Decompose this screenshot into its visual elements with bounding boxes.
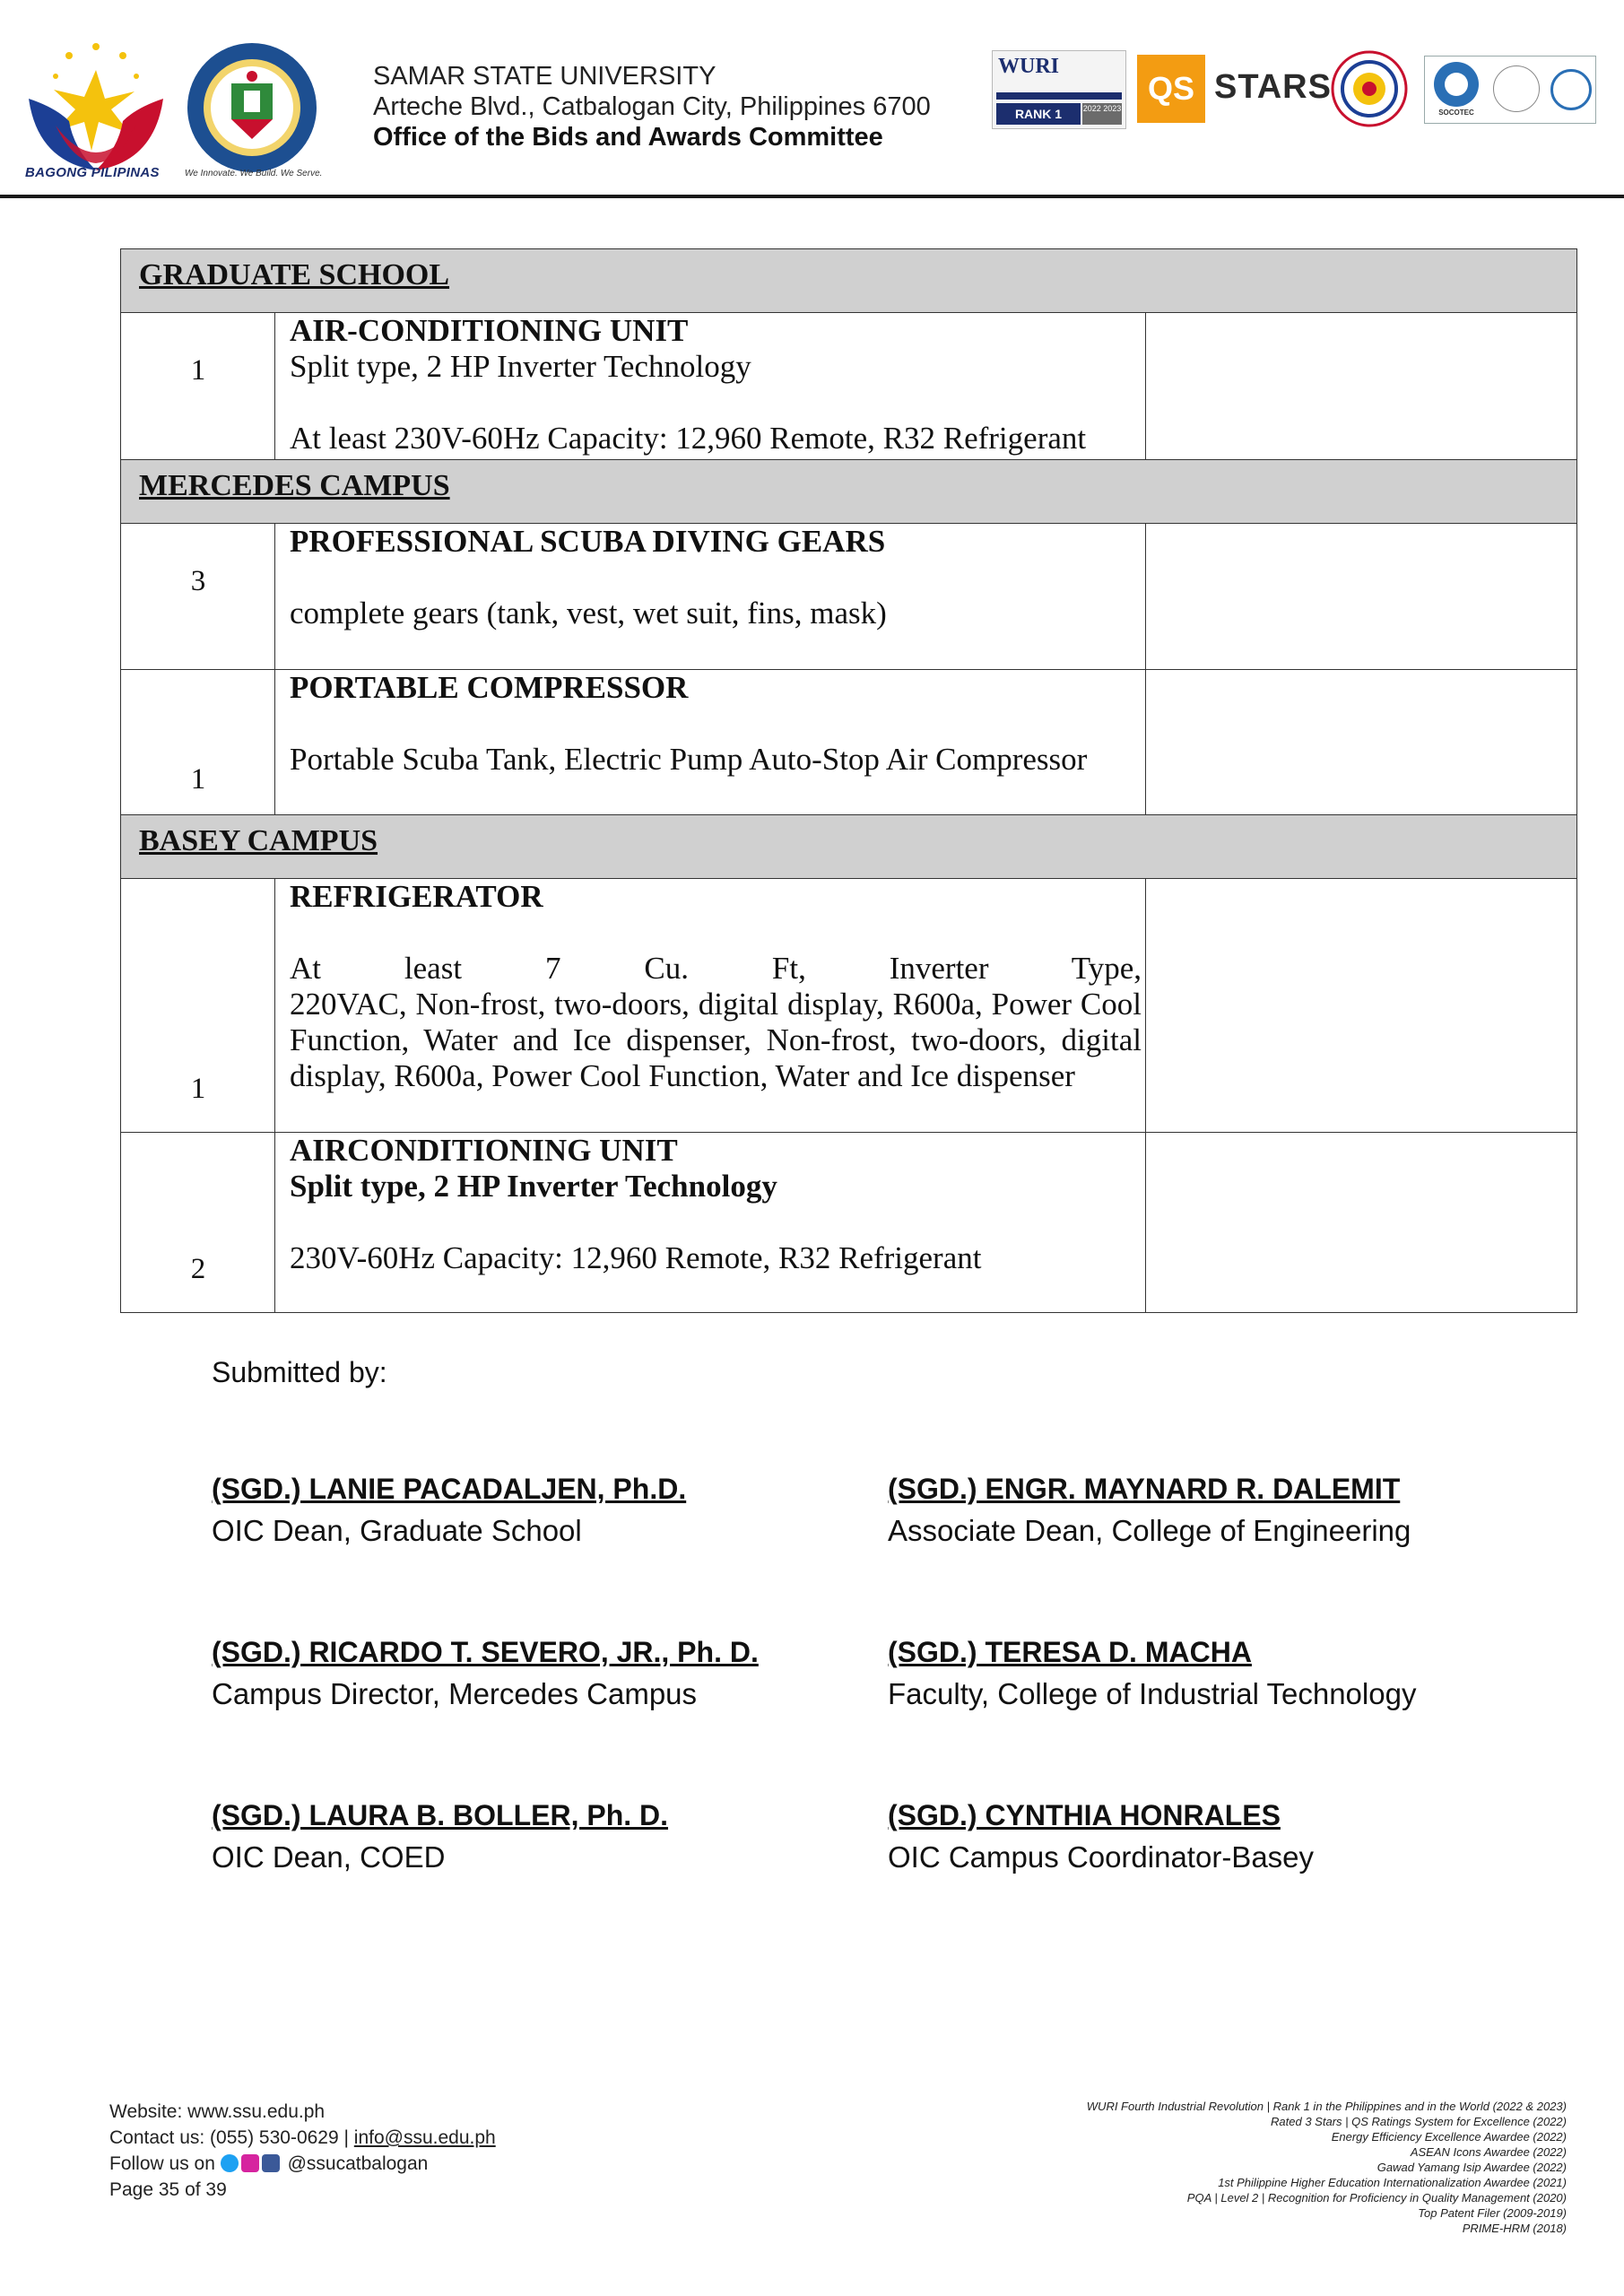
twitter-icon[interactable]: [221, 2154, 239, 2172]
award-line: Top Patent Filer (2009-2019): [1418, 2206, 1567, 2220]
qty-cell: [121, 670, 275, 814]
section-header-graduate-school: [121, 249, 1576, 313]
university-address: Arteche Blvd., Catbalogan City, Philippines 6700: [373, 92, 931, 121]
award-line: Rated 3 Stars | QS Ratings System for Excellence (2022): [1271, 2115, 1567, 2128]
section-title: MERCEDES CAMPUS: [139, 469, 450, 502]
footer-contact: [109, 2099, 496, 2203]
item-name: AIRCONDITIONING UNIT: [290, 1133, 678, 1168]
iso-certification-badge: [1424, 56, 1596, 124]
university-name: SAMAR STATE UNIVERSITY: [373, 62, 716, 91]
qty-value: 1: [190, 1073, 206, 1105]
table-row: [121, 524, 1576, 670]
award-line: PRIME-HRM (2018): [1462, 2222, 1567, 2235]
office-name: Office of the Bids and Awards Committee: [373, 123, 883, 152]
qty-cell: [121, 1133, 275, 1312]
award-line: Gawad Yamang Isip Awardee (2022): [1376, 2161, 1567, 2174]
item-detail: [290, 951, 1142, 1094]
signatory-name: (SGD.) ENGR. MAYNARD R. DALEMIT: [888, 1473, 1401, 1505]
submitted-by-label: Submitted by:: [212, 1356, 387, 1388]
signatory-name: (SGD.) RICARDO T. SEVERO, JR., Ph. D.: [212, 1636, 759, 1668]
qty-value: 3: [190, 565, 206, 597]
wurj-badge: [992, 50, 1126, 129]
qty-cell: [121, 313, 275, 459]
jas-anz-icon: [1550, 69, 1592, 110]
item-detail: At least 230V-60Hz Capacity: 12,960 Remote, R32 Refrigerant: [290, 421, 1087, 456]
footer-contact-prefix: Contact us: (055) 530-0629 |: [109, 2127, 354, 2148]
instagram-icon[interactable]: [241, 2154, 259, 2172]
item-name: AIR-CONDITIONING UNIT: [290, 313, 689, 348]
award-line: Energy Efficiency Excellence Awardee (2022): [1331, 2130, 1567, 2144]
signatory-title: OIC Campus Coordinator-Basey: [888, 1840, 1315, 1874]
item-name: PROFESSIONAL SCUBA DIVING GEARS: [290, 524, 886, 559]
footer-handle: @ssucatbalogan: [287, 2153, 429, 2174]
qty-value: 2: [190, 1253, 206, 1285]
qs-stars-label: STARS: [1214, 68, 1332, 106]
award-line: 1st Philippine Higher Education Internationalization Awardee (2021): [1218, 2176, 1567, 2189]
signatory-name: (SGD.) CYNTHIA HONRALES: [888, 1799, 1281, 1831]
signatory-name: (SGD.) TERESA D. MACHA: [888, 1636, 1252, 1668]
letterhead: [0, 0, 1624, 199]
ssu-tagline: We Innovate. We Build. We Serve.: [185, 169, 323, 178]
pqa-seal-logo: [1331, 50, 1408, 127]
table-row: [121, 313, 1576, 460]
ssu-seal-logo: [185, 40, 319, 175]
item-detail: 230V-60Hz Capacity: 12,960 Remote, R32 Refrigerant: [290, 1240, 982, 1275]
qty-value: 1: [190, 354, 206, 387]
item-detail: complete gears (tank, vest, wet suit, fins, mask): [290, 596, 887, 631]
wurj-rank: RANK 1: [996, 103, 1081, 125]
signatory-title: OIC Dean, COED: [212, 1840, 446, 1874]
award-line: PQA | Level 2 | Recognition for Proficiency in Quality Management (2020): [1186, 2191, 1567, 2205]
item-detail-rest: 220VAC, Non-frost, two-doors, digital display, R600a, Power Cool Function, Water and Ice dispenser, Non-frost, two-doors, digital display, R600a, Power Cool Function, Water and Ice dispenser: [290, 987, 1142, 1093]
qty-value: 1: [190, 763, 206, 796]
section-title: BASEY CAMPUS: [139, 824, 378, 857]
item-name: REFRIGERATOR: [290, 879, 543, 914]
footer-email-link[interactable]: info@ssu.edu.ph: [353, 2127, 496, 2148]
items-table: [120, 248, 1577, 1313]
socotec-icon-inner: [1445, 73, 1468, 96]
description-cell: [275, 879, 1146, 1132]
description-cell: [275, 670, 1146, 814]
footer-awards-list: [921, 2099, 1567, 2236]
wurj-label: WURI: [998, 55, 1060, 78]
footer-follow-label: Follow us on: [109, 2153, 215, 2174]
signatory-name: (SGD.) LANIE PACADALJEN, Ph.D.: [212, 1473, 687, 1505]
item-spec: Split type, 2 HP Inverter Technology: [290, 1169, 777, 1204]
signatory-name: (SGD.) LAURA B. BOLLER, Ph. D.: [212, 1799, 669, 1831]
table-row: [121, 670, 1576, 815]
qty-cell: [121, 524, 275, 669]
iso-mark-icon: [1493, 65, 1540, 112]
header-divider: [0, 195, 1624, 198]
signatory-title: Campus Director, Mercedes Campus: [212, 1677, 698, 1710]
description-cell: [275, 1133, 1146, 1312]
footer-follow-line: [109, 2151, 496, 2177]
facebook-icon[interactable]: [262, 2154, 280, 2172]
socotec-label: SOCOTEC: [1438, 109, 1474, 117]
item-name: PORTABLE COMPRESSOR: [290, 670, 689, 705]
item-detail-line1: At least 7 Cu. Ft, Inverter Type,: [290, 951, 1142, 986]
qs-logo: QS: [1137, 55, 1205, 123]
section-title: GRADUATE SCHOOL: [139, 258, 450, 291]
signatory-title: OIC Dean, Graduate School: [212, 1514, 582, 1547]
footer-website[interactable]: Website: www.ssu.edu.ph: [109, 2101, 326, 2122]
section-header-mercedes-campus: [121, 460, 1576, 524]
description-cell: [275, 524, 1146, 669]
award-line: ASEAN Icons Awardee (2022): [1410, 2145, 1567, 2159]
item-spec: Split type, 2 HP Inverter Technology: [290, 349, 751, 384]
signatory-title: Faculty, College of Industrial Technology: [888, 1677, 1417, 1710]
wurj-bar: [996, 92, 1122, 100]
table-row: [121, 1133, 1576, 1312]
description-cell: [275, 313, 1146, 459]
qty-cell: [121, 879, 275, 1132]
bagong-pilipinas-label: BAGONG PILIPINAS: [25, 165, 160, 180]
award-line: WURI Fourth Industrial Revolution | Rank 1 in the Philippines and in the World (2022 & 2023): [1086, 2100, 1567, 2113]
footer-contact-line: [109, 2125, 496, 2151]
item-detail: Portable Scuba Tank, Electric Pump Auto-Stop Air Compressor: [290, 742, 1088, 777]
wurj-years: 2022 2023: [1082, 103, 1122, 125]
table-row: [121, 879, 1576, 1133]
signatory-title: Associate Dean, College of Engineering: [888, 1514, 1411, 1547]
section-header-basey-campus: [121, 815, 1576, 879]
page-number: Page 35 of 39: [109, 2179, 227, 2200]
